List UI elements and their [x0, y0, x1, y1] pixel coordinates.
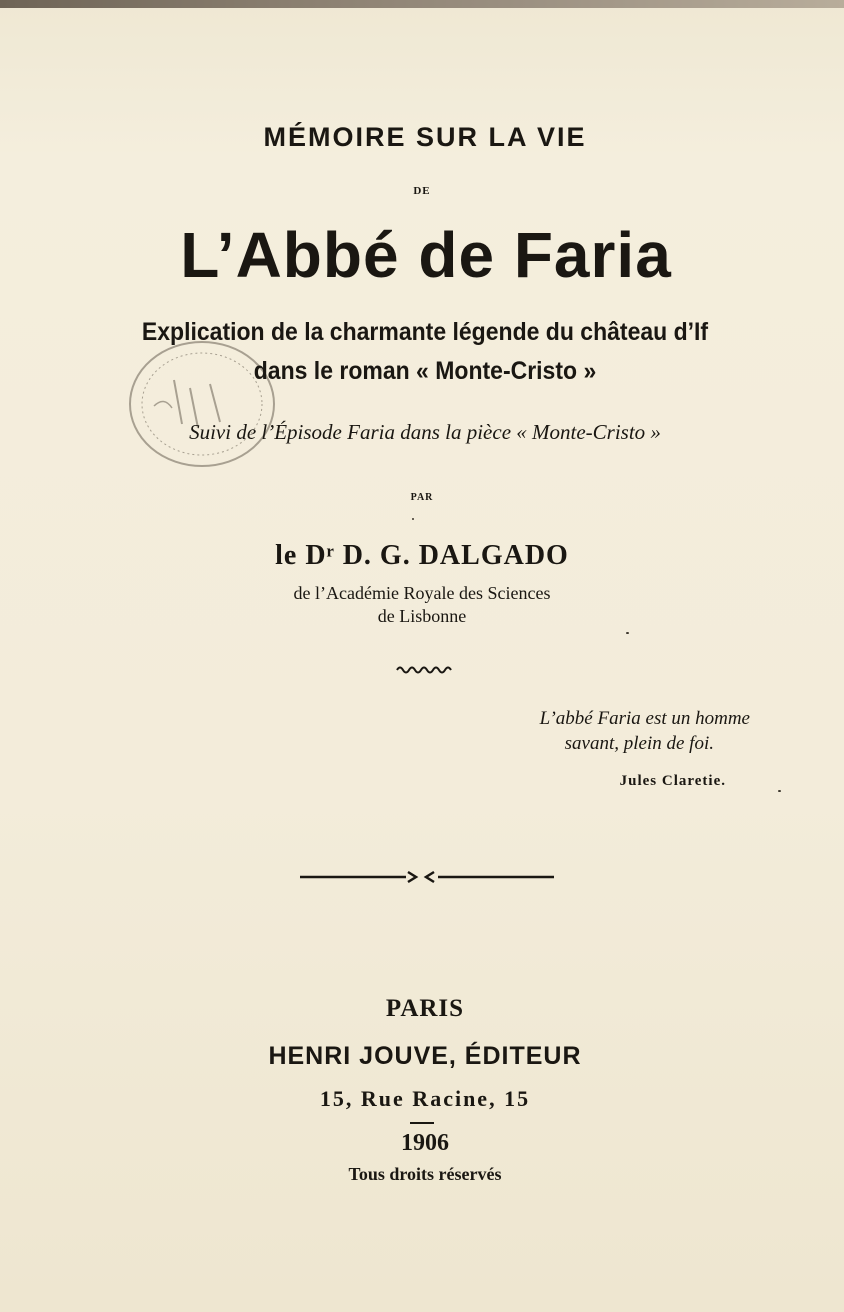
imprint-address: 15, Rue Racine, 15 — [319, 1086, 531, 1111]
epigraph-line-2: savant, plein de foi. — [564, 733, 714, 754]
wavy-divider-icon — [396, 664, 454, 676]
page-top-edge — [0, 0, 844, 8]
author-name: le Dʳ D. G. DALGADO — [275, 540, 569, 571]
imprint-publisher: HENRI JOUVE, ÉDITEUR — [268, 1042, 582, 1070]
subtitle-line-2: dans le roman « Monte-Cristo » — [253, 357, 597, 385]
main-title: L’Abbé de Faria — [180, 219, 672, 291]
author-affiliation-line-1: de l’Académie Royale des Sciences — [293, 583, 551, 603]
subtitle-line-1: Explication de la charmante légende du château d’If — [141, 318, 709, 346]
short-rule — [410, 1122, 434, 1124]
imprint-year: 1906 — [401, 1130, 449, 1156]
imprint-city: PARIS — [385, 995, 465, 1022]
by-label: PAR — [410, 492, 434, 503]
epigraph-attribution: Jules Claretie. — [619, 773, 726, 789]
paper-speck — [412, 518, 414, 520]
supertitle: MÉMOIRE SUR LA VIE — [263, 122, 587, 152]
ornamental-rule-icon — [300, 868, 554, 886]
paper-speck — [626, 632, 629, 634]
sequel-line: Suivi de l’Épisode Faria dans la pièce « Monte-Cristo » — [189, 420, 661, 444]
imprint-rights: Tous droits réservés — [348, 1164, 502, 1184]
title-connector: DE — [413, 185, 431, 197]
paper-speck — [778, 790, 781, 792]
epigraph-line-1: L’abbé Faria est un homme — [539, 708, 750, 729]
author-affiliation-line-2: de Lisbonne — [377, 606, 467, 626]
